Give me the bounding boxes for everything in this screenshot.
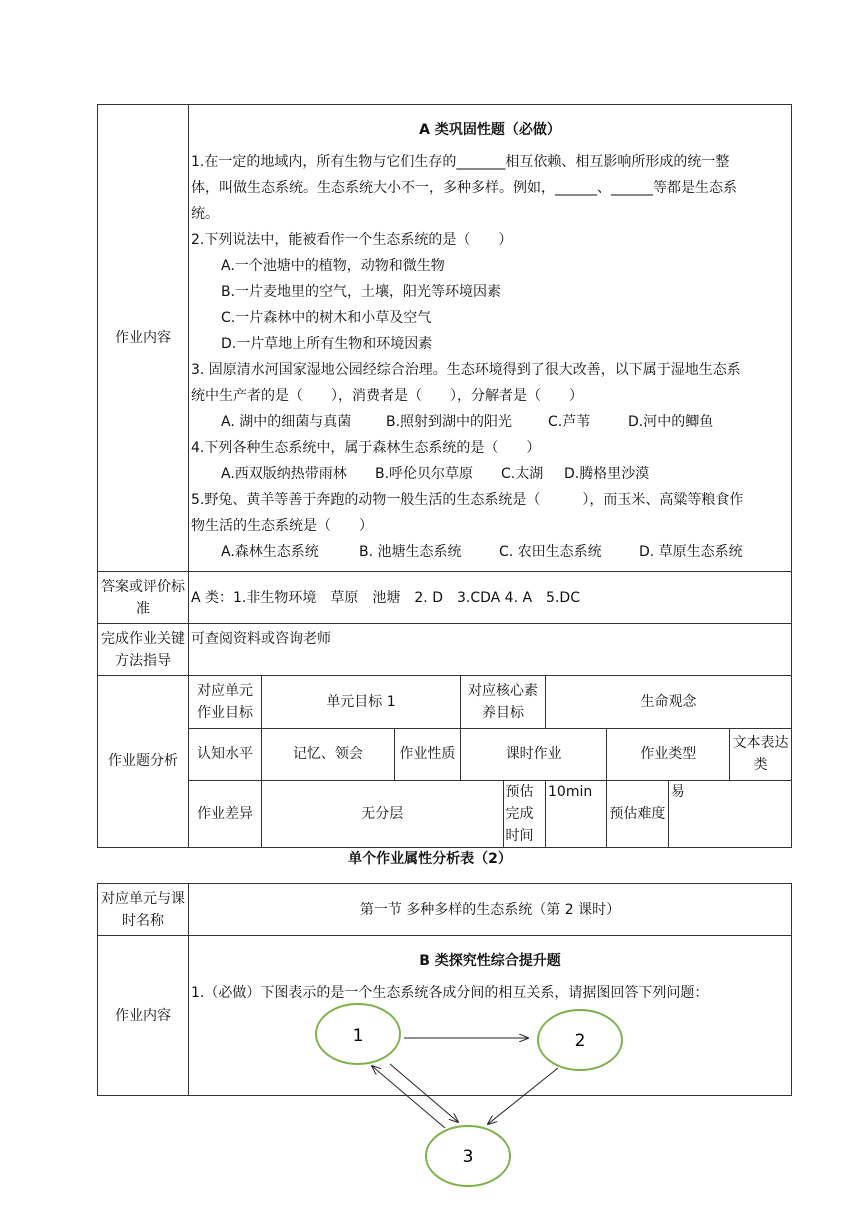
q5-option: B. 池塘生态系统 <box>359 544 462 560</box>
q3-option: A. 湖中的细菌与真菌 <box>221 414 352 430</box>
difference-label: 作业差异 <box>189 780 262 847</box>
q3-option: D.河中的鲫鱼 <box>628 414 714 430</box>
node-3-label: 3 <box>462 1147 474 1167</box>
section-title: A 类巩固性题（必做） <box>419 122 561 138</box>
q4-options <box>191 461 789 487</box>
content-label-2: 作业内容 <box>98 936 189 1096</box>
q4-option: A.西双版纳热带雨林 <box>221 466 347 482</box>
method-text: 可查阅资料或咨询老师 <box>189 624 792 676</box>
cognitive-value: 记忆、领会 <box>262 728 395 780</box>
arrow-3-to-1 <box>372 1066 445 1128</box>
unit-label: 对应单元与课时名称 <box>98 884 189 936</box>
b-q1: 1.（必做）下图表示的是一个生态系统各成分间的相互关系，请据图回答下列问题： <box>191 985 709 1001</box>
q2-option-b: B.一片麦地里的空气，土壤，阳光等环境因素 <box>221 284 502 300</box>
node-2-label: 2 <box>574 1031 586 1051</box>
core-goal-label: 对应核心素养目标 <box>461 676 546 728</box>
unit-goal-value: 单元目标 1 <box>262 676 461 728</box>
cognitive-label: 认知水平 <box>189 728 262 780</box>
q1-line-1: 1.在一定的地域内，所有生物与它们生存的_______相互依赖、相互影响所形成的统一整 <box>191 154 730 170</box>
difficulty-label: 预估难度 <box>607 780 668 847</box>
q5-option: A.森林生态系统 <box>221 544 319 560</box>
q4-option: C.太湖 <box>501 466 544 482</box>
method-label: 完成作业关键方法指导 <box>98 624 189 676</box>
arrow-1-to-3 <box>390 1064 458 1122</box>
difficulty-value: 易 <box>668 780 791 847</box>
node-1-label: 1 <box>352 1026 364 1046</box>
q2-option-d: D.一片草地上所有生物和环境因素 <box>221 336 433 352</box>
nature-value: 课时作业 <box>461 728 607 780</box>
table-caption: 单个作业属性分析表（2） <box>348 851 512 867</box>
answer-label: 答案或评价标准 <box>98 572 189 624</box>
q2-option-c: C.一片森林中的树木和小草及空气 <box>221 310 432 326</box>
difference-value: 无分层 <box>262 780 504 847</box>
core-goal-value: 生命观念 <box>546 676 792 728</box>
nature-label: 作业性质 <box>394 728 460 780</box>
content-label: 作业内容 <box>98 105 189 572</box>
ecosystem-diagram <box>300 1000 780 1200</box>
unit-goal-label: 对应单元作业目标 <box>189 676 262 728</box>
section-title-b: B 类探究性综合提升题 <box>419 953 561 969</box>
answer-text: A 类：1.非生物环境 草原 池塘 2. D 3.CDA 4. A 5.DC <box>189 572 792 624</box>
homework-content <box>189 105 792 572</box>
q3-line-2: 统中生产者的是（ ），消费者是（ ），分解者是（ ） <box>191 388 583 404</box>
type-value: 文本表达类 <box>730 728 791 780</box>
q1-line-2: 体，叫做生态系统。生态系统大小不一，多种多样。例如，______、______等都是生态系 <box>191 180 737 196</box>
q5-line-1: 5.野兔、黄羊等善于奔跑的动物一般生活的生态系统是（ ），而玉米、高粱等粮食作 <box>191 492 744 508</box>
q4-option: B.呼伦贝尔草原 <box>375 466 474 482</box>
time-value: 10min <box>546 780 607 847</box>
q5-option: C. 农田生态系统 <box>499 544 602 560</box>
q2-option-a: A.一个池塘中的植物，动物和微生物 <box>221 258 445 274</box>
arrow-2-to-3 <box>488 1068 558 1124</box>
q5-line-2: 物生活的生态系统是（ ） <box>191 518 373 534</box>
time-label: 预估完成时间 <box>503 780 546 847</box>
q1-line-3: 统。 <box>191 206 219 222</box>
q3-line-1: 3. 固原清水河国家湿地公园经综合治理。生态环境得到了很大改善，以下属于湿地生态系 <box>191 362 741 378</box>
q3-option: B.照射到湖中的阳光 <box>386 414 513 430</box>
q3-options <box>191 409 789 435</box>
homework-table-1 <box>97 104 792 848</box>
analysis-grid <box>189 676 791 847</box>
q3-option: C.芦苇 <box>548 414 591 430</box>
type-label: 作业类型 <box>607 728 730 780</box>
analysis-label: 作业题分析 <box>98 676 189 848</box>
analysis-cell <box>189 676 792 848</box>
q4-stem: 4.下列各种生态系统中，属于森林生态系统的是（ ） <box>191 440 541 456</box>
q5-options <box>191 539 789 565</box>
q2-stem: 2.下列说法中，能被看作一个生态系统的是（ ） <box>191 232 513 248</box>
unit-text: 第一节 多种多样的生态系统（第 2 课时） <box>189 884 792 936</box>
q4-option: D.腾格里沙漠 <box>564 466 650 482</box>
q5-option: D. 草原生态系统 <box>639 544 743 560</box>
